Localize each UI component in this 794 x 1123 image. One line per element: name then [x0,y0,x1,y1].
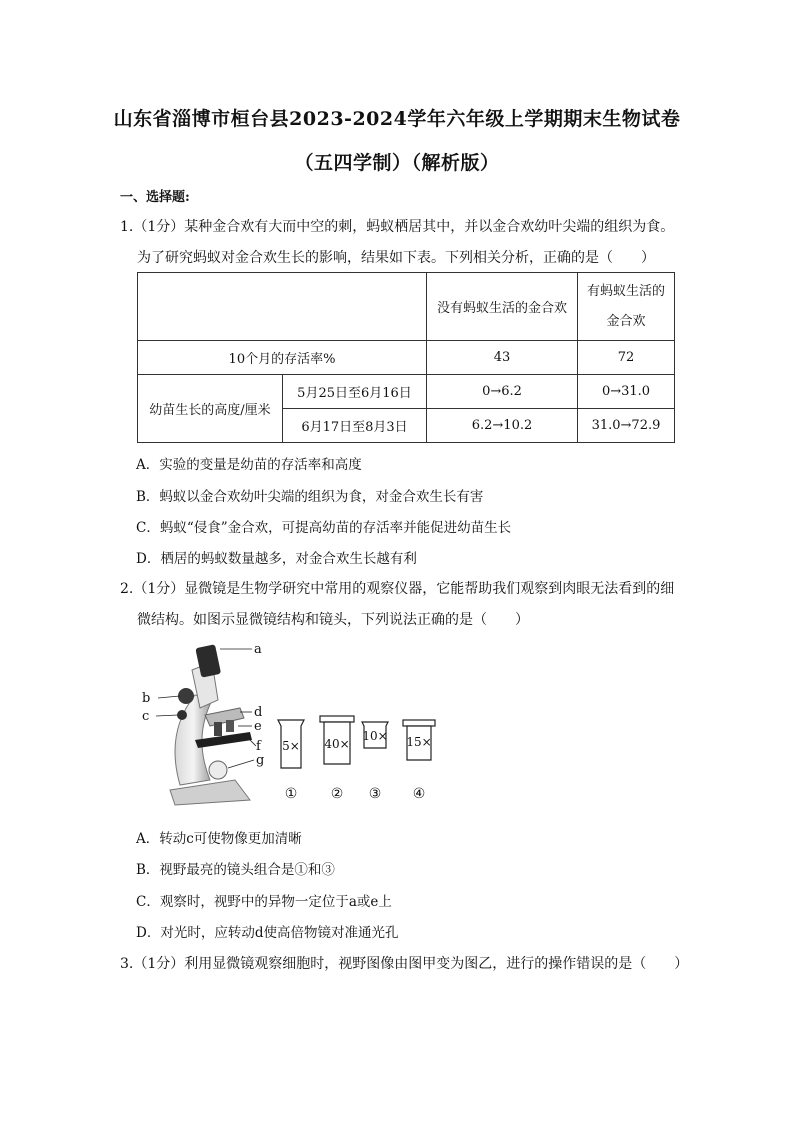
label-f: f [256,739,261,754]
page-title: 山东省淄博市桓台县2023-2024学年六年级上学期期末生物试卷 [113,108,681,130]
objective-lens-1 [214,722,222,736]
table-corner-cell [138,273,427,341]
lens-2-number: ② [330,786,344,802]
lens-3-mag: 10× [362,729,388,743]
table-header-with-ants [578,273,675,341]
q2-option-c[interactable]: C．观察时，视野中的异物一定位于a或e上 [136,894,392,910]
q2-option-b[interactable]: B．视野最亮的镜头组合是①和③ [136,862,335,878]
stage [195,732,252,748]
table-cell-height-no-ants-2: 6.2→10.2 [427,409,578,443]
fine-focus-knob [177,710,187,720]
label-d: d [254,705,263,720]
q3-stem-line1: 3.（1分）利用显微镜观察细胞时，视野图像由图甲变为图乙，进行的操作错误的是（ ） [120,956,689,972]
q2-stem-line1: 2.（1分）显微镜是生物学研究中常用的观察仪器，它能帮助我们观察到肉眼无法看到的细 [120,581,675,597]
q1-stem-line2: 为了研究蚂蚁对金合欢生长的影响，结果如下表。下列相关分析，正确的是（ ） [137,250,655,266]
label-b: b [142,691,151,706]
nosepiece [205,708,244,726]
lens-4-mag: 15× [406,735,432,749]
label-c: c [142,709,150,724]
table-header-no-ants: 没有蚂蚁生活的金合欢 [427,273,578,341]
reflector-mirror [209,761,227,779]
q1-option-b[interactable]: B．蚂蚁以金合欢幼叶尖端的组织为食，对金合欢生长有害 [136,489,484,505]
table-cell-survival-with-ants: 72 [578,341,675,375]
table-cell-height-no-ants-1: 0→6.2 [427,375,578,409]
q2-option-a[interactable]: A．转动c可使物像更加清晰 [136,831,302,847]
lens-2-cap [320,716,354,722]
objective-lens-2 [226,720,234,732]
q1-data-table [137,272,675,443]
table-row-survival-label: 10个月的存活率% [138,341,427,375]
table-cell-height-with-ants-1: 0→31.0 [578,375,675,409]
label-e: e [254,719,262,734]
q1-option-d[interactable]: D．栖居的蚂蚁数量越多，对金合欢生长越有利 [136,551,417,567]
lens-4-cap [403,720,435,726]
page-subtitle: （五四学制）（解析版） [294,152,500,174]
table-cell-period-1: 5月25日至6月16日 [283,375,427,409]
section-heading: 一、选择题: [120,190,190,205]
lenses-figure [270,712,450,812]
coarse-focus-knob [178,688,194,704]
table-header-with-ants-line1: 有蚂蚁生活的 [586,283,665,299]
q1-stem-line1: 1.（1分）某种金合欢有大而中空的刺，蚂蚁栖居其中，并以金合欢幼叶尖端的组织为食。 [120,219,675,235]
table-cell-period-2: 6月17日至8月3日 [283,409,427,443]
label-a: a [254,642,262,657]
q2-stem-line2: 微结构。如图示显微镜结构和镜头，下列说法正确的是（ ） [137,612,529,628]
table-header-with-ants-line2: 金合欢 [606,313,646,329]
lens-1-number: ① [284,786,298,802]
lens-3-number: ③ [368,786,382,802]
table-cell-survival-no-ants: 43 [427,341,578,375]
q1-option-a[interactable]: A．实验的变量是幼苗的存活率和高度 [136,457,362,473]
q2-option-d[interactable]: D．对光时，应转动d使高倍物镜对准通光孔 [136,925,399,941]
lens-4-number: ④ [412,786,426,802]
table-cell-height-with-ants-2: 31.0→72.9 [578,409,675,443]
table-row-height-label: 幼苗生长的高度/厘米 [138,375,283,443]
q1-option-c[interactable]: C．蚂蚁“侵食”金合欢，可提高幼苗的存活率并能促进幼苗生长 [136,520,512,536]
lens-1-mag: 5× [282,739,300,753]
lens-2-mag: 40× [324,737,350,751]
label-g: g [256,753,265,768]
